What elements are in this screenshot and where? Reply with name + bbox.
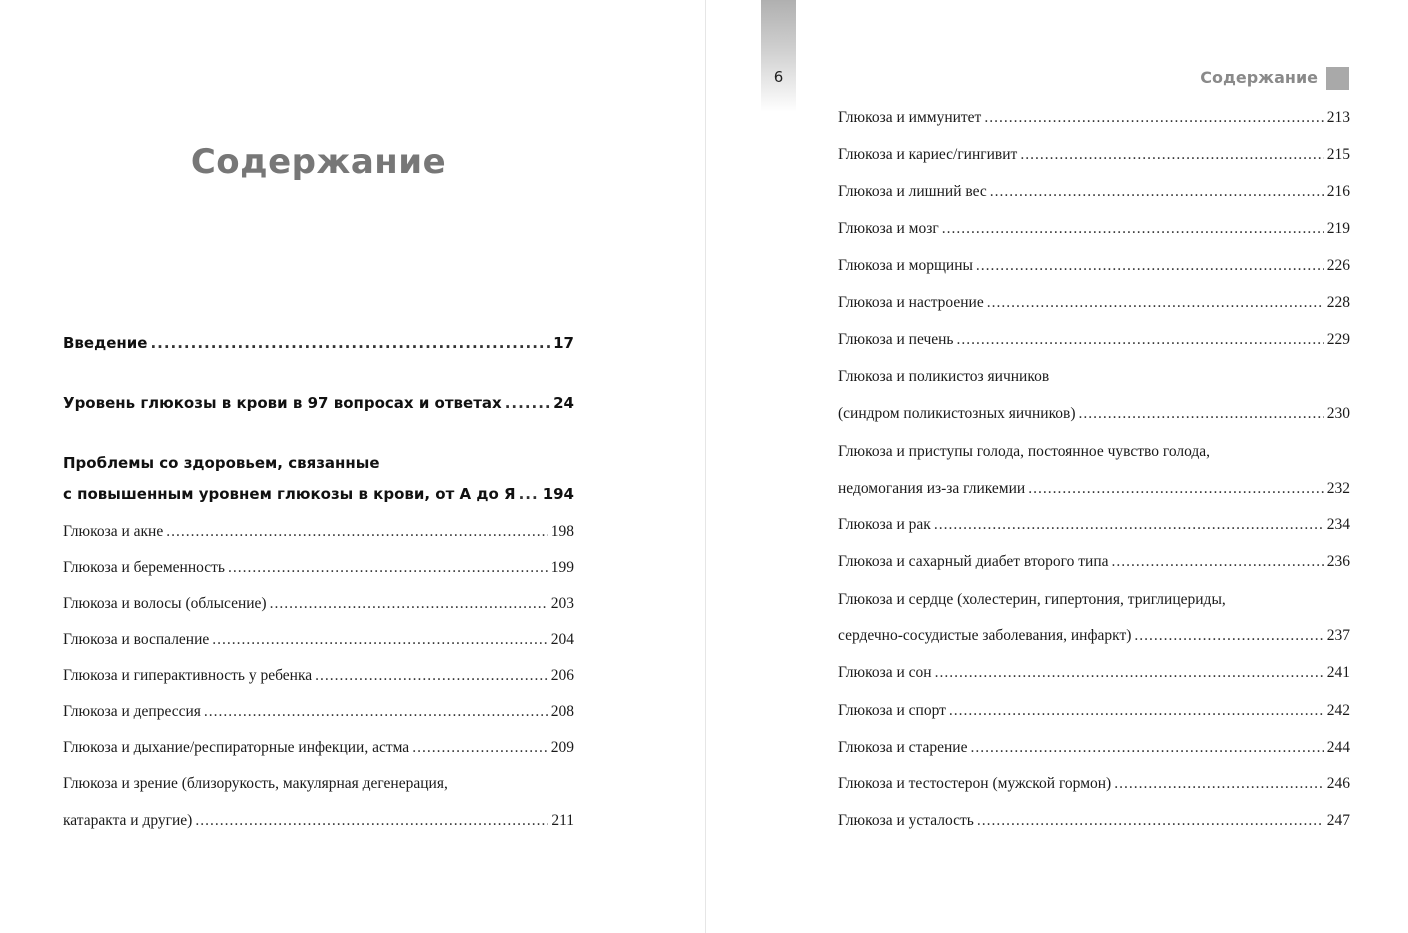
toc-entry (838, 702, 1350, 720)
toc-entry-label: Глюкоза и беременность (63, 559, 225, 576)
toc-entry (838, 812, 1350, 830)
page-title: Содержание (190, 142, 447, 182)
toc-entry-page: 219 (1326, 220, 1350, 237)
toc-entry-page: 242 (1326, 702, 1350, 719)
right-page (706, 0, 1408, 933)
toc-entry-label: Глюкоза и морщины (838, 257, 973, 274)
toc-entry-label: Глюкоза и тестостерон (мужской гормон) (838, 775, 1112, 792)
toc-entry-page: 206 (550, 667, 574, 684)
toc-entry-page: 199 (550, 559, 574, 576)
toc-entry-page: 208 (550, 703, 574, 720)
toc-entry-page: 211 (551, 812, 574, 829)
toc-entry-page: 198 (550, 523, 574, 540)
toc-entry-page: 216 (1326, 183, 1350, 200)
running-head: Содержание (1200, 68, 1318, 87)
toc-entry (838, 294, 1350, 312)
toc-entry (838, 220, 1350, 238)
toc-entry-page: 232 (1326, 480, 1350, 497)
toc-entry (63, 667, 574, 685)
toc-entry (838, 257, 1350, 275)
toc-entry-label: сердечно-сосудистые заболевания, инфаркт) (838, 627, 1132, 644)
toc-entry-page: 226 (1326, 257, 1350, 274)
toc-entry-page: 241 (1326, 664, 1350, 681)
toc-entry-page: 234 (1326, 516, 1350, 533)
toc-entry-page: 24 (553, 394, 574, 412)
toc-entry-page: 204 (550, 631, 574, 648)
toc-entry-label: Глюкоза и спорт (838, 702, 946, 719)
toc-entry-label: Глюкоза и сахарный диабет второго типа (838, 553, 1109, 570)
toc-entry-label: недомогания из-за гликемии (838, 480, 1026, 497)
toc-entry-label: Глюкоза и дыхание/респираторные инфекции, астма (63, 739, 410, 756)
toc-entry-page: 229 (1326, 331, 1350, 348)
toc-entry (838, 553, 1350, 571)
toc-entry (63, 595, 574, 613)
toc-entry (63, 559, 574, 577)
toc-entry (838, 405, 1350, 423)
toc-entry-line1: Глюкоза и поликистоз яичников (838, 368, 1050, 385)
toc-entry-label: Глюкоза и акне (63, 523, 164, 540)
toc-entry-line1: Глюкоза и зрение (близорукость, макулярная дегенерация, (63, 775, 448, 792)
toc-entry-97-questions (63, 394, 574, 412)
toc-entry-label: Глюкоза и настроение (838, 294, 984, 311)
toc-entry-page: 194 (542, 485, 574, 503)
toc-entry-page: 228 (1326, 294, 1350, 311)
toc-entry-health-problems-line1: Проблемы со здоровьем, связанные (63, 454, 380, 472)
page-number-tab (761, 0, 796, 112)
toc-entry-page: 246 (1326, 775, 1350, 792)
toc-entry-label: (синдром поликистозных яичников) (838, 405, 1076, 422)
toc-entry-label: Глюкоза и печень (838, 331, 954, 348)
toc-entry-label: Глюкоза и лишний вес (838, 183, 987, 200)
toc-entry (838, 331, 1350, 349)
toc-entry-label: Глюкоза и волосы (облысение) (63, 595, 267, 612)
toc-entry (838, 664, 1350, 682)
toc-entry-page: 213 (1326, 109, 1350, 126)
toc-entry (838, 739, 1350, 757)
toc-entry (838, 516, 1350, 534)
toc-entry (838, 146, 1350, 164)
toc-entry-line1: Глюкоза и сердце (холестерин, гипертония, триглицериды, (838, 591, 1226, 608)
toc-entry-label: Глюкоза и старение (838, 739, 968, 756)
toc-entry-page: 236 (1326, 553, 1350, 570)
toc-entry-page: 247 (1326, 812, 1350, 829)
toc-entry (63, 703, 574, 721)
toc-entry-health-problems (63, 485, 574, 503)
toc-entry-page: 230 (1326, 405, 1350, 422)
toc-entry-label: Введение (63, 334, 148, 352)
toc-entry-page: 17 (553, 334, 574, 352)
toc-entry-label: Глюкоза и воспаление (63, 631, 210, 648)
toc-entry (838, 183, 1350, 201)
toc-entry-label: с повышенным уровнем глюкозы в крови, от А до Я (63, 485, 516, 503)
toc-entry-page: 244 (1326, 739, 1350, 756)
toc-entry-label: Глюкоза и депрессия (63, 703, 201, 720)
toc-entry-label: Глюкоза и рак (838, 516, 931, 533)
toc-entry (63, 631, 574, 649)
toc-entry (63, 523, 574, 541)
toc-entry-label: Глюкоза и гиперактивность у ребенка (63, 667, 313, 684)
toc-entry (838, 480, 1350, 498)
toc-entry-line1: Глюкоза и приступы голода, постоянное чувство голода, (838, 443, 1211, 460)
toc-entry-label: Уровень глюкозы в крови в 97 вопросах и ответах (63, 394, 502, 412)
toc-entry-page: 237 (1326, 627, 1350, 644)
toc-entry (63, 812, 574, 830)
toc-entry (838, 775, 1350, 793)
toc-entry-label: Глюкоза и усталость (838, 812, 974, 829)
toc-entry-label: Глюкоза и иммунитет (838, 109, 982, 126)
toc-entry-label: катаракта и другие) (63, 812, 193, 829)
toc-entry-label: Глюкоза и сон (838, 664, 932, 681)
toc-entry-label: Глюкоза и кариес/гингивит (838, 146, 1018, 163)
toc-entry-page: 215 (1326, 146, 1350, 163)
toc-entry-introduction (63, 334, 574, 352)
running-head-square (1326, 67, 1349, 90)
toc-entry (838, 627, 1350, 645)
toc-entry-page: 209 (550, 739, 574, 756)
toc-entry (63, 739, 574, 757)
page-number: 6 (773, 68, 784, 86)
toc-entry (838, 109, 1350, 127)
toc-entry-page: 203 (550, 595, 574, 612)
toc-entry-label: Глюкоза и мозг (838, 220, 939, 237)
